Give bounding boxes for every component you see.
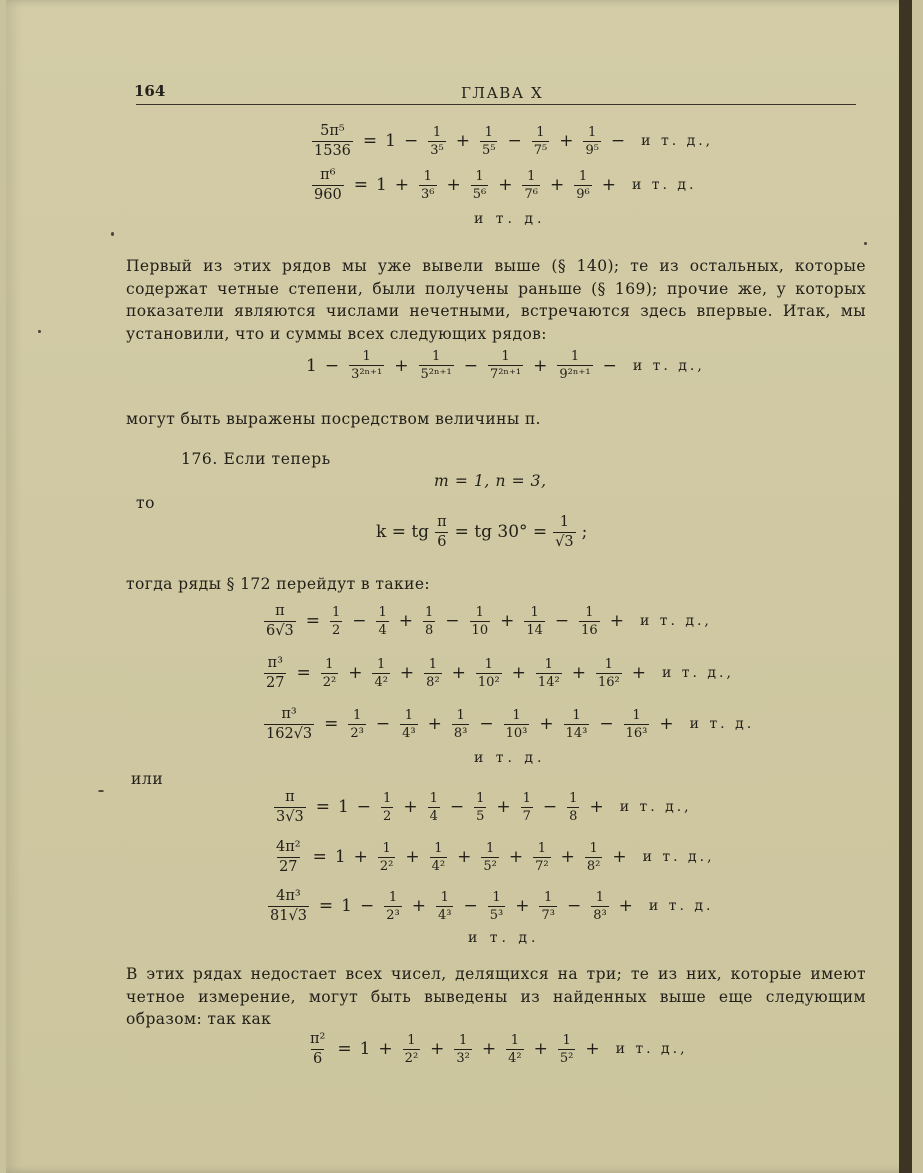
numerator: 1 <box>331 604 341 620</box>
etc-label: и т. д., <box>632 357 705 374</box>
denominator: 5²ⁿ⁺¹ <box>420 367 452 382</box>
fraction <box>624 709 650 740</box>
fraction <box>330 606 342 637</box>
fraction <box>532 126 549 157</box>
denominator: 5³ <box>489 907 504 923</box>
operator: + <box>496 797 511 817</box>
word-ili: или <box>131 770 164 788</box>
word-to: то <box>136 494 156 512</box>
denominator: 2² <box>404 1050 419 1066</box>
fraction <box>583 126 600 157</box>
denominator: 2 <box>331 622 341 638</box>
operator: + <box>511 663 526 683</box>
fraction <box>376 606 388 637</box>
series-row <box>272 840 715 874</box>
series-row <box>266 889 713 923</box>
fraction <box>539 891 556 922</box>
operator: + <box>378 1039 393 1059</box>
etc-label: и т. д. <box>689 716 755 732</box>
fraction <box>428 126 445 157</box>
denominator: 16² <box>597 674 620 690</box>
book-spine <box>899 0 912 1173</box>
etc-label: и т. д., <box>615 1041 688 1057</box>
numerator: 1 <box>428 656 438 672</box>
operator: − <box>445 611 460 631</box>
dust-speck <box>864 242 867 245</box>
numerator: 1 <box>632 707 641 723</box>
operator: + <box>427 714 442 734</box>
numerator: 1 <box>377 656 386 672</box>
numerator: 1 <box>404 707 414 723</box>
operator: − <box>356 797 372 817</box>
operator: − <box>610 131 626 151</box>
etc-label: и т. д. <box>648 898 714 914</box>
numerator: 1 <box>562 1032 571 1048</box>
dust-speck <box>98 790 104 792</box>
fraction <box>522 170 539 201</box>
denominator: 2³ <box>386 907 400 923</box>
fraction <box>480 126 497 157</box>
denominator: 9⁵ <box>585 142 599 158</box>
numerator: 1 <box>572 707 581 723</box>
denominator: 7⁶ <box>524 186 538 202</box>
numerator: 1 <box>569 790 578 806</box>
series-row <box>272 790 692 824</box>
denominator: 16³ <box>625 725 648 741</box>
numerator: 1 <box>512 707 521 723</box>
fraction <box>274 840 303 874</box>
numerator: 1 <box>425 604 434 620</box>
denominator: 7² <box>535 858 549 874</box>
equals-sign: = <box>318 896 334 916</box>
fraction <box>476 658 502 689</box>
operator: + <box>348 663 363 683</box>
fraction <box>264 707 314 741</box>
numerator: 1 <box>434 840 443 856</box>
denominator: 8³ <box>453 725 468 741</box>
fraction: $\frac{1}{√3}$ <box>555 514 574 550</box>
numerator: 1 <box>492 889 501 905</box>
numerator: 1 <box>407 1032 416 1048</box>
numerator: π³ <box>281 706 297 722</box>
operator: + <box>481 1039 497 1059</box>
denominator: 6 <box>313 1050 323 1067</box>
denominator: 8³ <box>593 907 607 923</box>
fraction <box>264 604 296 638</box>
numerator: 1 <box>388 889 398 905</box>
denominator: 4³ <box>437 907 452 923</box>
operator: − <box>449 797 465 817</box>
numerator: 1 <box>537 840 546 856</box>
fraction <box>558 1034 575 1065</box>
operator: + <box>609 611 624 631</box>
fraction <box>428 792 440 823</box>
equals-sign: = <box>362 131 378 151</box>
chapter-title: ГЛАВА X <box>461 84 544 102</box>
fraction <box>452 709 469 740</box>
equals-sign: = <box>312 847 327 867</box>
operator: + <box>589 797 604 817</box>
series-row <box>310 168 696 202</box>
denominator: 5² <box>559 1050 574 1066</box>
numerator: 1 <box>484 124 493 140</box>
denominator: 4 <box>378 622 387 638</box>
denominator: 14² <box>537 674 560 690</box>
numerator: 1 <box>484 656 493 672</box>
operator: + <box>515 896 530 916</box>
lead-term: 1 <box>341 896 352 916</box>
operator: + <box>451 663 466 683</box>
denominator: 14 <box>526 622 543 638</box>
numerator: 1 <box>604 656 613 672</box>
fraction <box>430 842 447 873</box>
denominator: 4 <box>429 808 438 824</box>
numerator: 1 <box>536 124 545 140</box>
denominator: 2³ <box>350 725 364 741</box>
denominator: 7³ <box>541 907 555 923</box>
denominator: 4² <box>374 674 388 690</box>
denominator: 6√3 <box>266 622 294 639</box>
paragraph: могут быть выражены посредством величины π. <box>126 410 541 428</box>
k-equation <box>376 515 587 549</box>
operator: + <box>457 847 472 867</box>
operator: − <box>602 355 617 376</box>
etc-label: и т. д., <box>639 613 712 629</box>
denominator: 4² <box>508 1050 522 1066</box>
operator: + <box>549 175 565 195</box>
operator: − <box>463 355 478 376</box>
operator: + <box>539 714 554 734</box>
numerator: 1 <box>544 656 553 672</box>
numerator: 1 <box>362 349 371 364</box>
series-row <box>306 350 705 381</box>
numerator: 4π³ <box>276 888 301 904</box>
book-page <box>6 0 912 1173</box>
fraction <box>424 658 441 689</box>
numerator: 1 <box>383 790 392 806</box>
lead-term: 1 <box>375 175 387 195</box>
operator: + <box>631 663 646 683</box>
fraction <box>524 606 545 637</box>
numerator: 1 <box>432 124 442 140</box>
fraction <box>400 709 417 740</box>
paragraph: тогда ряды § 172 перейдут в такие: <box>126 575 431 593</box>
denominator: 4³ <box>402 725 416 741</box>
etc-label: и т. д., <box>641 133 714 149</box>
fraction <box>567 792 579 823</box>
operator: − <box>375 714 391 734</box>
fraction <box>488 891 505 922</box>
operator: − <box>479 714 494 734</box>
numerator: 5π⁵ <box>320 123 345 139</box>
operator: − <box>507 131 522 151</box>
numerator: 1 <box>456 707 465 723</box>
equals-sign: = <box>337 1039 352 1059</box>
denominator: 3√3 <box>276 808 304 825</box>
denominator: 9⁶ <box>576 186 590 202</box>
numerator: 1 <box>510 1032 520 1048</box>
etc-label: и т. д., <box>619 799 692 815</box>
denominator: 3⁵ <box>430 142 444 158</box>
page-number: 164 <box>134 82 166 100</box>
fraction <box>471 170 488 201</box>
etc-label: и т. д., <box>661 665 734 681</box>
numerator: 1 <box>501 349 510 364</box>
operator: + <box>455 131 470 151</box>
fraction <box>521 792 533 823</box>
paragraph: Первый из этих рядов мы уже вывели выше (§ 140); те из остальных, которые содержат четные степени, были получены раньше (§ 169); прочие же, у которых показатели являются числами нечетными, встречаются здесь впервые. Итак, мы установили, что и суммы всех следующих рядов: <box>126 257 866 343</box>
denominator: 8 <box>425 622 434 638</box>
fraction <box>506 1034 523 1065</box>
operator: + <box>446 175 461 195</box>
dust-speck <box>38 330 41 333</box>
numerator: 1 <box>527 168 536 184</box>
denominator: 8 <box>569 808 578 824</box>
numerator: 1 <box>595 889 605 905</box>
numerator: 1 <box>353 707 362 723</box>
fraction <box>312 124 353 158</box>
operator: + <box>353 847 368 867</box>
denominator: 9²ⁿ⁺¹ <box>559 367 591 382</box>
series-row <box>310 124 713 158</box>
denominator: 27 <box>266 674 285 691</box>
fraction <box>419 350 454 381</box>
operator: + <box>533 1039 548 1059</box>
fraction <box>536 658 562 689</box>
numerator: 1 <box>578 168 588 184</box>
etc-note: и т. д. <box>474 750 546 766</box>
operator: − <box>599 714 614 734</box>
fraction <box>591 891 608 922</box>
operator: + <box>560 847 575 867</box>
numerator: π² <box>310 1031 326 1047</box>
operator: + <box>612 847 627 867</box>
fraction <box>488 350 523 381</box>
operator: + <box>394 355 409 376</box>
denominator: 5² <box>483 858 497 874</box>
operator: + <box>405 847 420 867</box>
numerator: 1 <box>382 840 391 856</box>
fraction <box>423 606 435 637</box>
operator: + <box>500 611 515 631</box>
numerator: 1 <box>485 840 495 856</box>
fraction <box>454 1034 471 1065</box>
fraction <box>384 891 401 922</box>
numerator: 1 <box>475 168 484 184</box>
fraction <box>349 350 384 381</box>
fraction <box>403 1034 420 1065</box>
operator: − <box>542 797 558 817</box>
denominator: 81√3 <box>270 907 307 924</box>
numerator: 1 <box>440 889 449 905</box>
numerator: 1 <box>589 840 598 856</box>
lead-term: 1 <box>306 355 317 376</box>
numerator: 1 <box>475 604 484 620</box>
operator: − <box>463 896 478 916</box>
denominator: 10² <box>477 674 500 690</box>
operator: + <box>430 1039 445 1059</box>
denominator: 4² <box>431 858 446 874</box>
fraction <box>579 606 600 637</box>
fraction <box>381 792 393 823</box>
operator: − <box>554 611 570 631</box>
fraction <box>321 658 338 689</box>
fraction: $\frac{\pi}{6}$ <box>437 514 447 550</box>
operator: + <box>618 896 633 916</box>
numerator: 1 <box>378 604 387 620</box>
fraction <box>481 842 498 873</box>
numerator: 1 <box>570 349 580 364</box>
numerator: π <box>285 789 295 805</box>
fraction <box>372 658 389 689</box>
denominator: 7²ⁿ⁺¹ <box>489 367 522 382</box>
denominator: 1536 <box>314 142 351 159</box>
series-row <box>262 707 754 741</box>
k-label: k = tg <box>376 522 430 542</box>
denominator: 5 <box>476 808 485 824</box>
lead-term: 1 <box>334 847 346 867</box>
numerator: 1 <box>429 790 438 806</box>
denominator: 10 <box>471 622 489 638</box>
numerator: 1 <box>588 124 597 140</box>
series-row <box>262 656 734 690</box>
fraction <box>474 792 486 823</box>
denominator: 10³ <box>505 725 528 741</box>
operator: + <box>399 663 415 683</box>
fraction <box>436 891 453 922</box>
operator: − <box>566 896 582 916</box>
lead-term: 1 <box>337 797 349 817</box>
denominator: 8² <box>426 674 440 690</box>
operator: + <box>571 663 586 683</box>
section-heading: 176. Если теперь <box>181 450 331 468</box>
operator: + <box>411 896 426 916</box>
mn-values: m = 1, n = 3, <box>434 472 547 490</box>
numerator: π <box>275 603 285 619</box>
numerator: 1 <box>431 349 441 364</box>
numerator: 1 <box>522 790 531 806</box>
lead-term: 1 <box>385 131 396 151</box>
fraction <box>268 889 309 923</box>
numerator: 1 <box>530 604 539 620</box>
operator: + <box>601 175 616 195</box>
fraction <box>264 656 286 690</box>
operator: + <box>659 714 674 734</box>
numerator: π⁶ <box>320 167 336 183</box>
fraction <box>596 658 622 689</box>
operator: + <box>508 847 524 867</box>
operator: − <box>403 131 419 151</box>
denominator: 16 <box>581 622 598 638</box>
operator: − <box>360 896 375 916</box>
numerator: 1 <box>459 1032 468 1048</box>
etc-label: и т. д. <box>631 177 697 193</box>
operator: + <box>533 355 548 376</box>
denominator: 2 <box>383 808 392 824</box>
fraction <box>533 842 550 873</box>
etc-note: и т. д. <box>468 930 540 946</box>
dust-speck <box>111 232 114 236</box>
k-end: ; <box>581 522 588 542</box>
fraction <box>378 842 395 873</box>
operator: + <box>394 175 410 195</box>
paragraph: В этих рядах недостает всех чисел, делящихся на три; те из них, которые имеют четное измерение, могут быть выведены из найденных выше еще следующим образом: так как <box>126 965 866 1028</box>
numerator: 1 <box>544 889 553 905</box>
equals-sign: = <box>305 611 320 631</box>
denominator: 5⁶ <box>472 186 487 202</box>
equals-sign: = <box>296 663 311 683</box>
fraction <box>348 709 365 740</box>
denominator: 3²ⁿ⁺¹ <box>351 367 383 382</box>
etc-note: и т. д. <box>474 211 546 227</box>
operator: + <box>398 611 414 631</box>
fraction <box>564 709 590 740</box>
operator: − <box>324 355 340 376</box>
denominator: 7⁵ <box>533 142 548 158</box>
fraction <box>585 842 602 873</box>
k-mid: = tg 30° = <box>454 522 548 542</box>
header-rule <box>136 104 856 105</box>
denominator: 2² <box>379 858 394 874</box>
operator: + <box>403 797 418 817</box>
operator: + <box>498 175 513 195</box>
fraction <box>419 170 436 201</box>
numerator: 1 <box>325 656 334 672</box>
numerator: 1 <box>476 790 485 806</box>
numerator: 4π² <box>276 839 301 855</box>
fraction <box>504 709 530 740</box>
operator: + <box>559 131 574 151</box>
denominator: 162√3 <box>266 725 313 742</box>
fraction <box>574 170 591 201</box>
denominator: 960 <box>314 186 342 203</box>
denominator: 3² <box>456 1050 470 1066</box>
denominator: 5⁵ <box>481 142 496 158</box>
series-row <box>262 604 712 638</box>
denominator: 3⁶ <box>421 186 435 202</box>
equals-sign: = <box>353 175 368 195</box>
denominator: 7 <box>522 808 531 824</box>
fraction <box>557 350 592 381</box>
denominator: 27 <box>279 858 298 875</box>
numerator: 1 <box>423 168 432 184</box>
numerator: 1 <box>585 604 594 620</box>
fraction <box>274 790 306 824</box>
denominator: 2² <box>322 674 337 690</box>
fraction <box>470 606 491 637</box>
equals-sign: = <box>324 714 339 734</box>
denominator: 8² <box>586 858 601 874</box>
operator: − <box>352 611 367 631</box>
series-row <box>306 1032 688 1066</box>
equals-sign: = <box>315 797 330 817</box>
etc-label: и т. д., <box>642 849 715 865</box>
numerator: π³ <box>267 655 283 671</box>
fraction <box>308 1032 327 1066</box>
lead-term: 1 <box>359 1039 371 1059</box>
operator: + <box>585 1039 600 1059</box>
denominator: 14³ <box>565 725 588 741</box>
fraction <box>312 168 344 202</box>
